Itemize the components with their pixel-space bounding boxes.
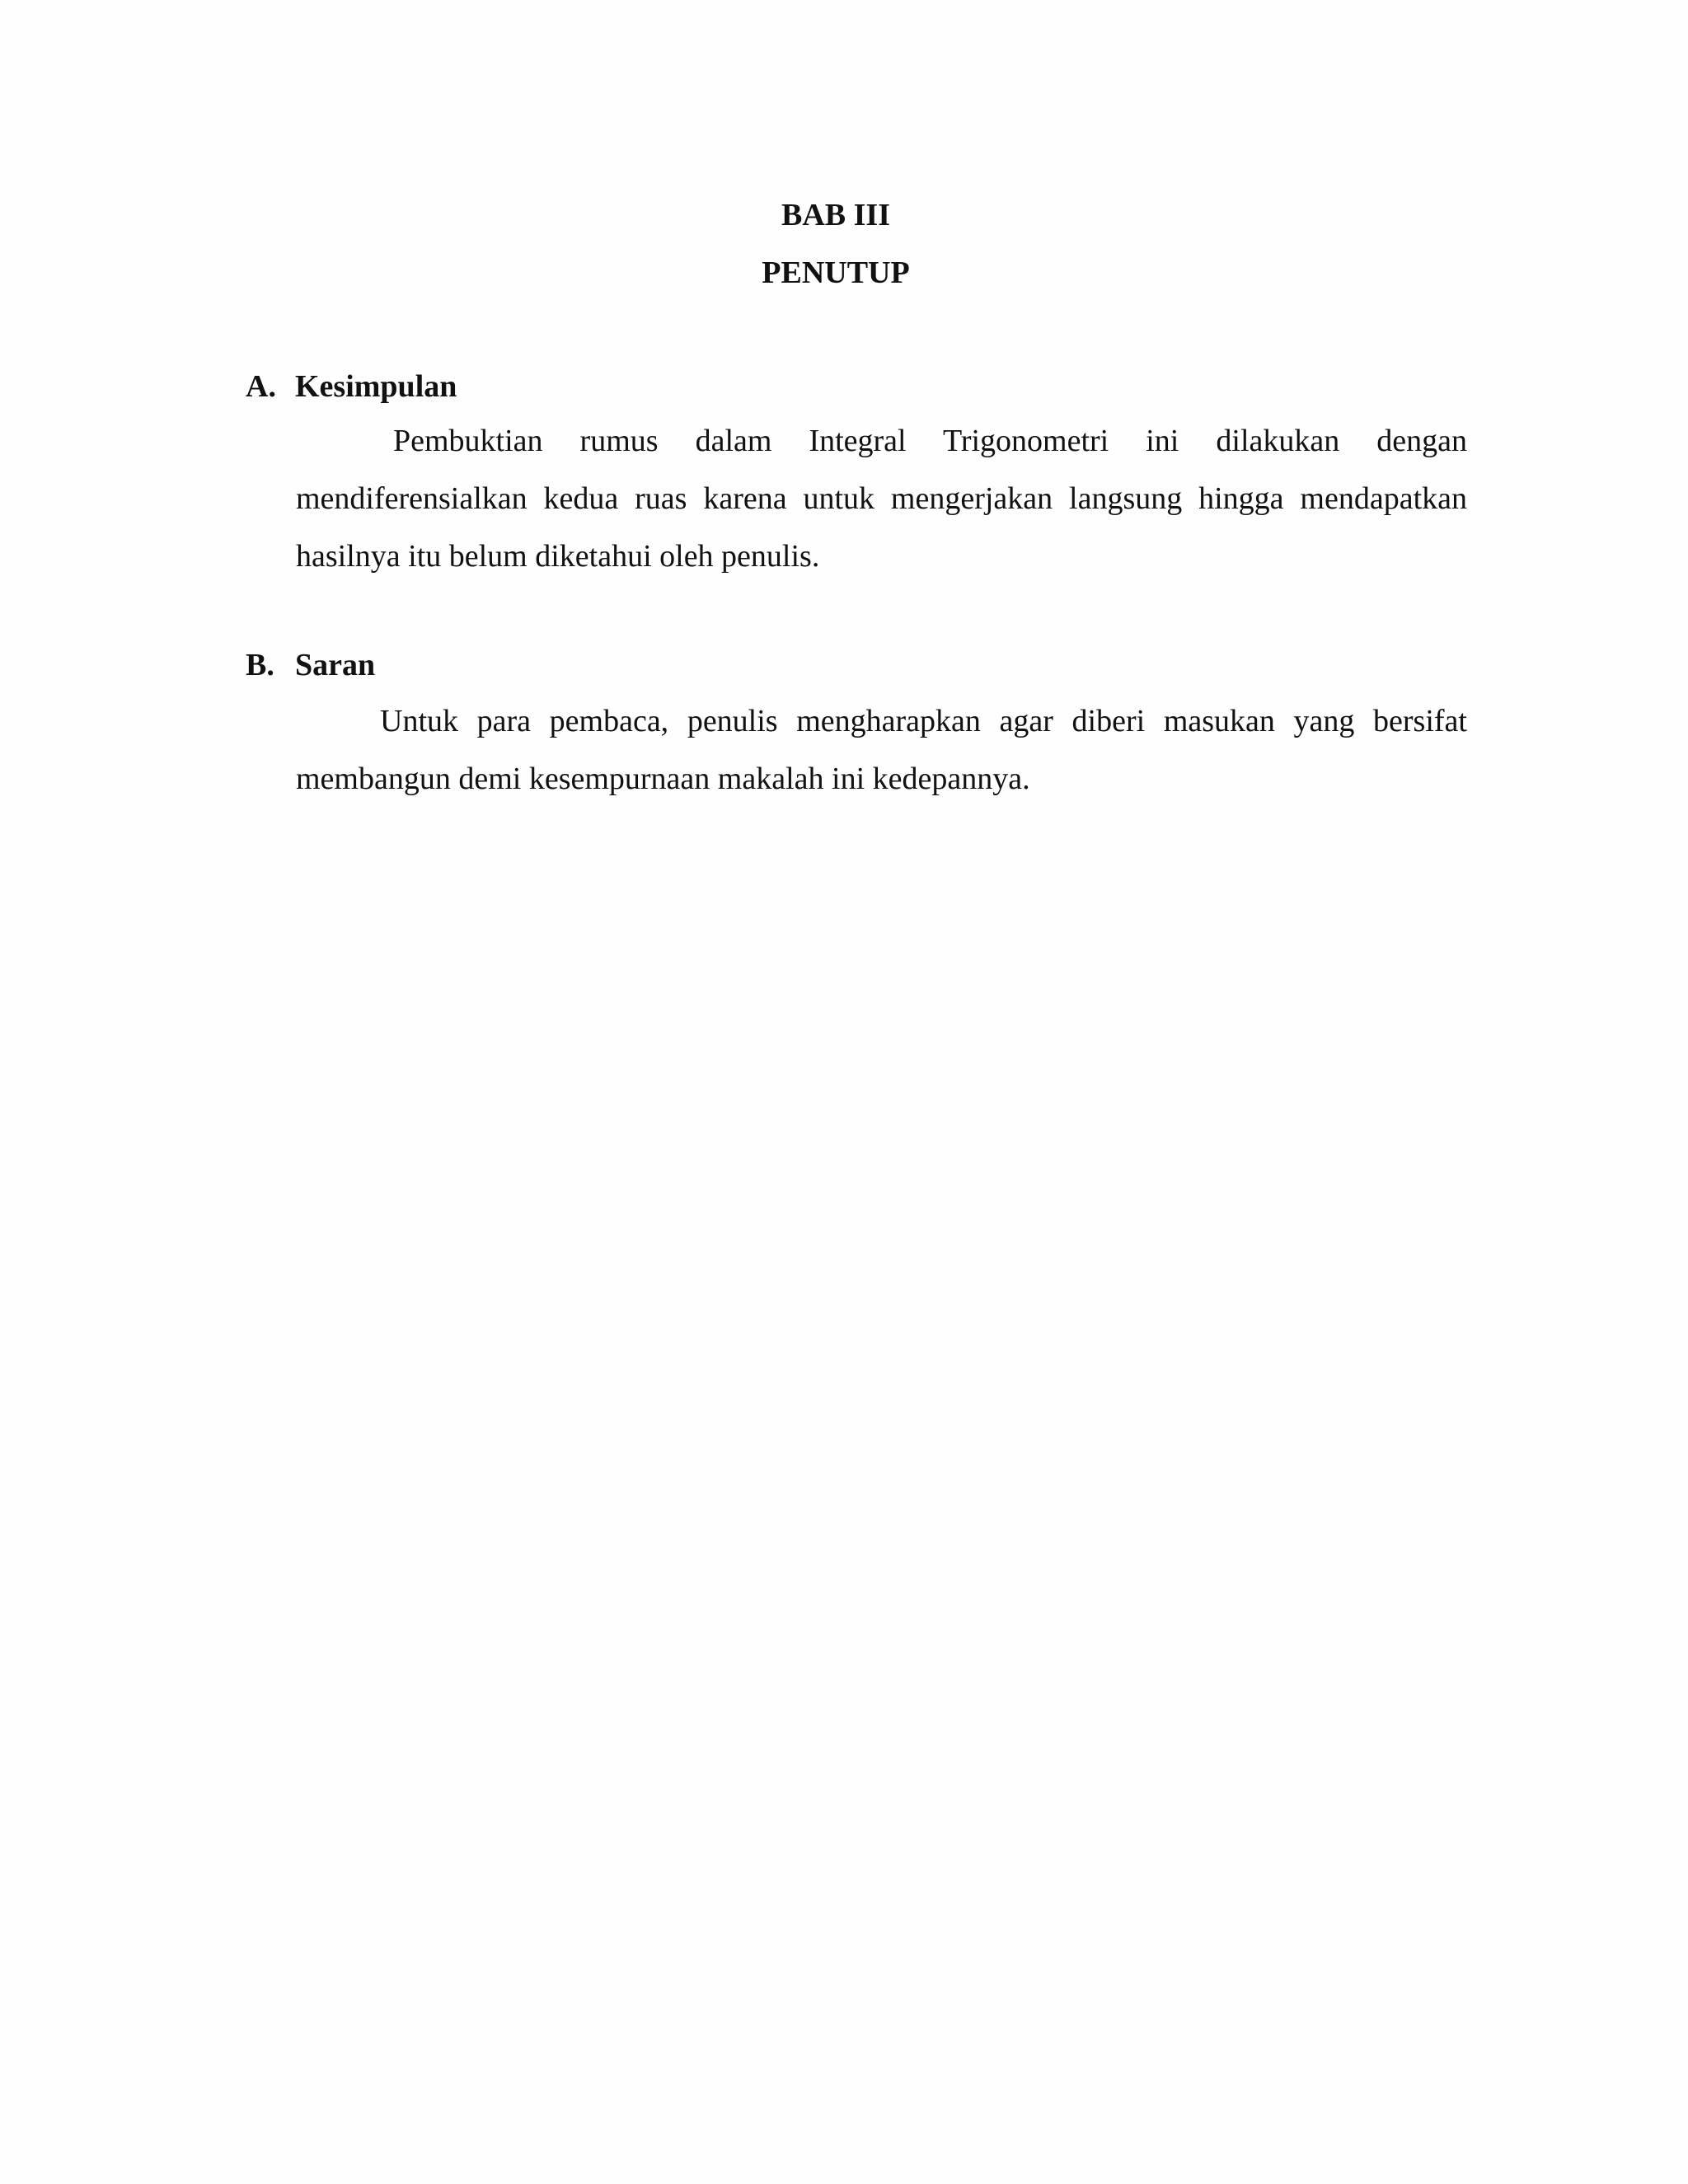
section-paragraph-kesimpulan: Pembuktian rumus dalam Integral Trigonometri ini dilakukan dengan mendiferensialkan kedua ruas karena untuk mengerjakan langsung hingga mendapatkan hasilnya itu belum diketahui oleh penulis. bbox=[296, 424, 1467, 574]
section-paragraph-saran: Untuk para pembaca, penulis mengharapkan agar diberi masukan yang bersifat membangun demi kesempurnaan makalah ini kedepannya. bbox=[296, 704, 1467, 796]
section-letter: B. bbox=[246, 648, 274, 682]
section-letter: A. bbox=[246, 369, 276, 404]
section-heading-kesimpulan bbox=[246, 366, 457, 407]
section-title: Kesimpulan bbox=[295, 369, 457, 404]
chapter-number: BAB III bbox=[781, 198, 890, 232]
section-heading-saran bbox=[246, 644, 375, 686]
chapter-title: PENUTUP bbox=[762, 255, 910, 290]
section-title: Saran bbox=[295, 648, 376, 682]
